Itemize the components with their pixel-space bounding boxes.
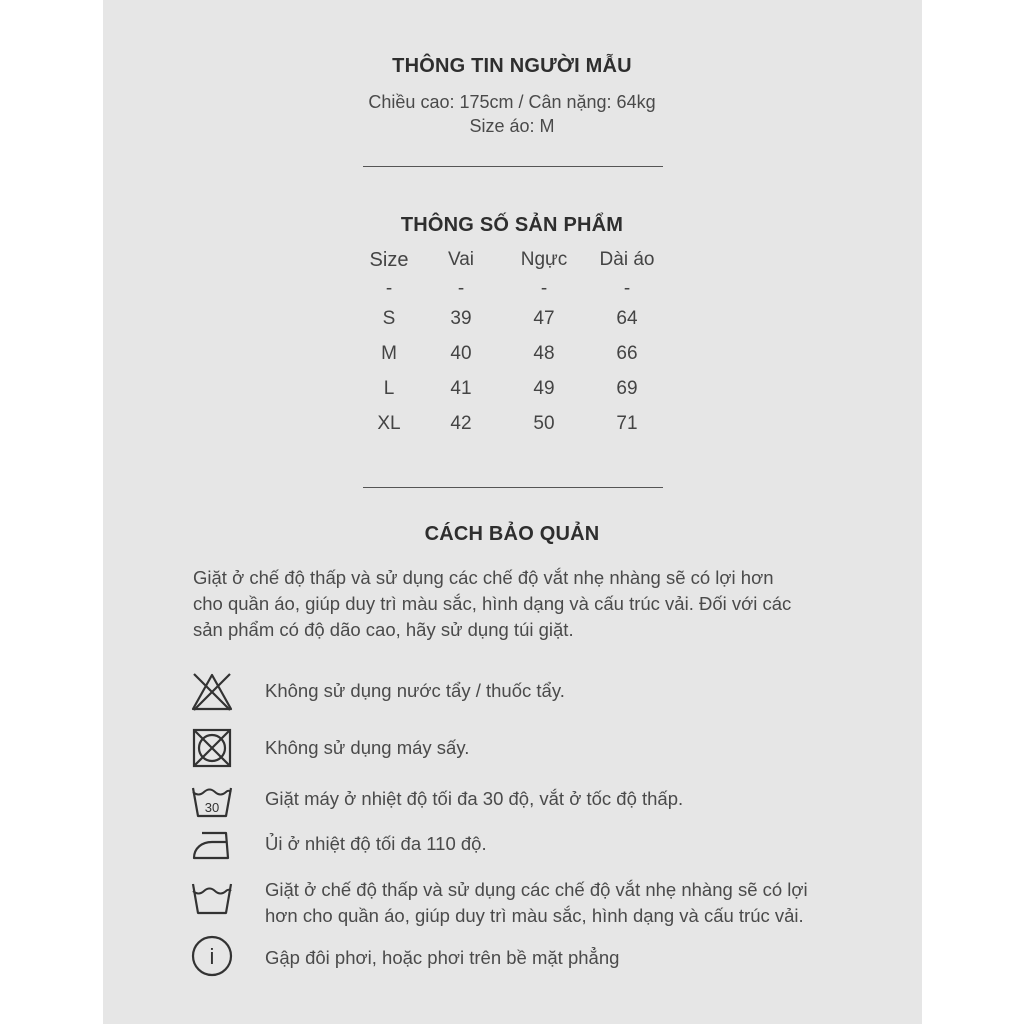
care-intro-line: Giặt ở chế độ thấp và sử dụng các chế độ vắt nhẹ nhàng sẽ có lợi hơn	[193, 567, 774, 588]
no-tumble-dry-icon	[190, 726, 234, 770]
specs-title: THÔNG SỐ SẢN PHẨM	[400, 214, 624, 236]
shoulder-cell: 42	[450, 413, 472, 434]
care-item-text	[265, 877, 865, 929]
care-title: CÁCH BẢO QUẢN	[424, 523, 600, 545]
chest-cell: 50	[533, 413, 555, 434]
model-height-weight: Chiều cao: 175cm / Cân nặng: 64kg	[368, 92, 656, 112]
divider	[363, 487, 663, 488]
care-item-text: Không sử dụng nước tẩy / thuốc tẩy.	[265, 680, 565, 701]
length-cell: 71	[616, 413, 638, 434]
gentle-wash-icon	[190, 876, 234, 920]
content-panel	[103, 0, 922, 1024]
divider	[363, 166, 663, 167]
model-info-title: THÔNG TIN NGƯỜI MẪU	[392, 55, 632, 77]
size-cell: M	[381, 343, 397, 364]
length-cell: 69	[616, 378, 638, 399]
length-cell: 64	[616, 308, 638, 329]
size-cell: S	[382, 308, 396, 329]
wash-30-icon	[190, 778, 234, 822]
care-intro-line: cho quần áo, giúp duy trì màu sắc, hình dạng và cấu trúc vải. Đối với các	[193, 593, 792, 614]
care-item-text: Ủi ở nhiệt độ tối đa 110 độ.	[265, 833, 487, 854]
chest-cell: 48	[533, 343, 555, 364]
wash-temperature-label: 30	[204, 800, 220, 815]
info-icon	[190, 934, 234, 978]
size-cell: XL	[377, 413, 401, 434]
care-item-text: Giặt máy ở nhiệt độ tối đa 30 độ, vắt ở tốc độ thấp.	[265, 788, 684, 809]
header-size: Size	[369, 249, 409, 271]
header-length: Dài áo	[599, 249, 655, 270]
separator-cell: -	[623, 278, 631, 299]
size-cell: L	[383, 378, 395, 399]
care-item-text: Gập đôi phơi, hoặc phơi trên bề mặt phẳng	[265, 947, 620, 968]
model-size: Size áo: M	[469, 116, 555, 136]
chest-cell: 49	[533, 378, 555, 399]
no-bleach-icon	[190, 670, 234, 714]
chest-cell: 47	[533, 308, 555, 329]
shoulder-cell: 40	[450, 343, 472, 364]
care-item-line: hơn cho quần áo, giúp duy trì màu sắc, hình dạng và cấu trúc vải.	[265, 905, 804, 926]
info-icon-glyph: i	[209, 944, 215, 969]
header-shoulder: Vai	[447, 249, 475, 270]
header-chest: Ngực	[520, 249, 568, 270]
separator-cell: -	[540, 278, 548, 299]
length-cell: 66	[616, 343, 638, 364]
care-intro	[193, 565, 853, 643]
separator-cell: -	[385, 278, 393, 299]
iron-icon	[190, 824, 234, 868]
care-item-text: Không sử dụng máy sấy.	[265, 737, 470, 758]
care-item-line: Giặt ở chế độ thấp và sử dụng các chế độ vắt nhẹ nhàng sẽ có lợi	[265, 879, 808, 900]
care-intro-line: sản phẩm có độ dão cao, hãy sử dụng túi giặt.	[193, 619, 574, 640]
shoulder-cell: 41	[450, 378, 472, 399]
separator-cell: -	[457, 278, 465, 299]
shoulder-cell: 39	[450, 308, 472, 329]
